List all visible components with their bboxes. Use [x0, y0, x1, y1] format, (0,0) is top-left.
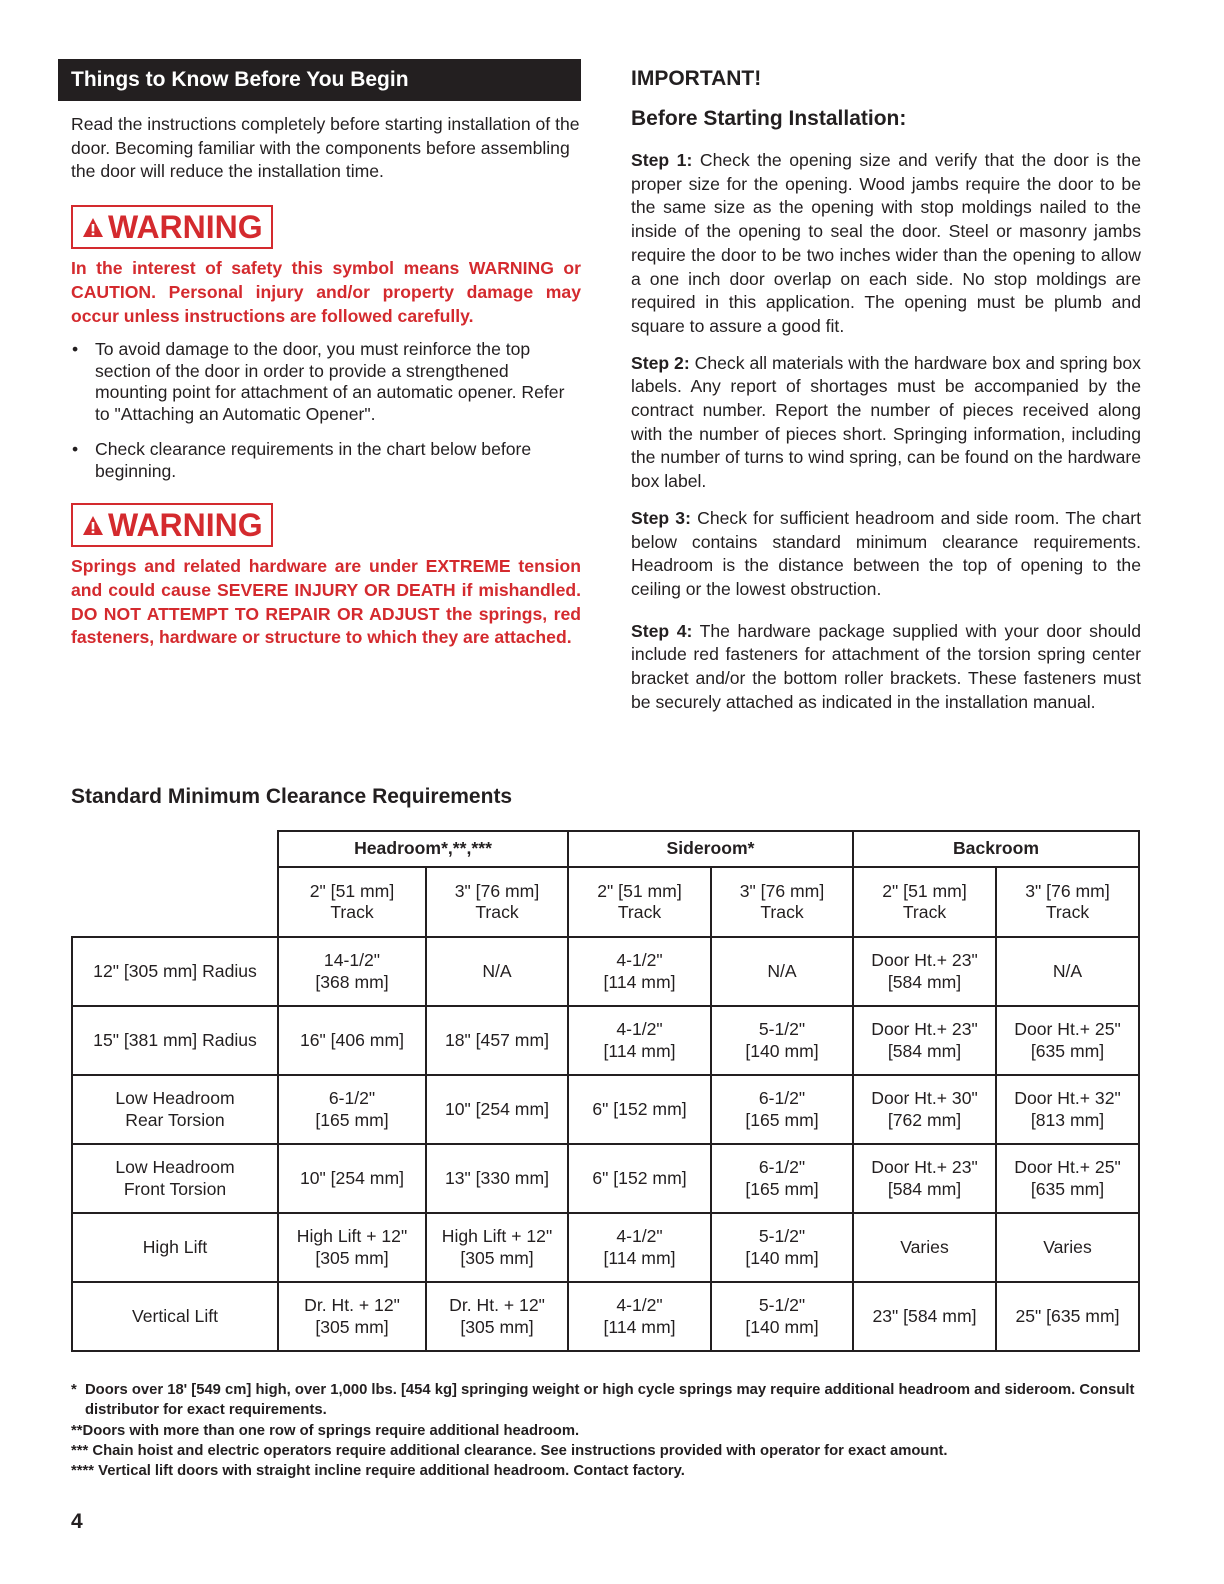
- table-subheader: 2" [51 mm] Track: [853, 867, 996, 937]
- table-subheader: 3" [76 mm] Track: [996, 867, 1139, 937]
- before-installation-heading: Before Starting Installation:: [631, 107, 907, 130]
- table-cell: 4-1/2" [114 mm]: [568, 1282, 711, 1351]
- footnote: [71, 1461, 1141, 1481]
- warning-triangle-icon: [82, 515, 104, 536]
- table-group-header: Backroom: [853, 831, 1139, 867]
- table-cell: High Lift + 12" [305 mm]: [278, 1213, 426, 1282]
- table-cell: 6-1/2" [165 mm]: [278, 1075, 426, 1144]
- table-cell: 6-1/2" [165 mm]: [711, 1075, 853, 1144]
- important-heading: IMPORTANT!: [631, 67, 762, 90]
- warning-2-text: Springs and related hardware are under EXTREME tension and could cause SEVERE INJURY OR DEATH if mishandled. DO NOT ATTEMPT TO REPAIR OR ADJUST the springs, red fasteners, hardware or structure to which they are attached.: [71, 556, 581, 648]
- footnote-mark: ***: [71, 1442, 93, 1459]
- table-cell: Door Ht.+ 30" [762 mm]: [853, 1075, 996, 1144]
- table-cell: Varies: [996, 1213, 1139, 1282]
- table-row: [72, 1075, 1139, 1144]
- table-cell: 4-1/2" [114 mm]: [568, 1006, 711, 1075]
- footnote-text: Doors over 18' [549 cm] high, over 1,000 lbs. [454 kg] springing weight or high cycle springs may require additional headroom and sideroom. Consult distributor for exact requirements.: [84, 1382, 1135, 1419]
- table-cell: Door Ht.+ 25" [635 mm]: [996, 1144, 1139, 1213]
- step-label: Step 4:: [631, 620, 693, 641]
- footnote-text: Chain hoist and electric operators require additional clearance. See instructions provided with operator for exact amount.: [92, 1442, 948, 1459]
- right-column: [631, 66, 1141, 714]
- bullet-list: [71, 339, 571, 482]
- step-3: [631, 507, 1141, 602]
- section-title-bar: Things to Know Before You Begin: [58, 59, 581, 101]
- list-item-text: Check clearance requirements in the chart below before beginning.: [95, 439, 532, 481]
- table-row-label: Low Headroom Rear Torsion: [72, 1075, 278, 1144]
- table-cell: 14-1/2" [368 mm]: [278, 937, 426, 1006]
- table-cell: Dr. Ht. + 12" [305 mm]: [426, 1282, 568, 1351]
- step-text: Check all materials with the hardware box and spring box labels. Any report of shortages must be accompanied by the contract number. Report the number of pieces received along with the number of pieces short. Springing information, including the number of turns to wind spring, can be found on the hardware box label.: [631, 352, 1141, 492]
- warning-label-1: [71, 205, 273, 249]
- table-cell: Door Ht.+ 23" [584 mm]: [853, 937, 996, 1006]
- table-cell: 4-1/2" [114 mm]: [568, 1213, 711, 1282]
- table-subheader: 3" [76 mm] Track: [711, 867, 853, 937]
- step-4: [631, 620, 1141, 715]
- table-cell: 5-1/2" [140 mm]: [711, 1006, 853, 1075]
- table-cell: Door Ht.+ 32" [813 mm]: [996, 1075, 1139, 1144]
- list-item: [71, 339, 571, 425]
- table-row-label: 15" [381 mm] Radius: [72, 1006, 278, 1075]
- table-cell: 25" [635 mm]: [996, 1282, 1139, 1351]
- warning-word: WARNING: [108, 209, 263, 246]
- step-text: The hardware package supplied with your door should include red fasteners for attachment of the torsion spring center bracket and/or the bottom roller brackets. These fasteners must be securely attached as indicated in the installation manual.: [631, 620, 1141, 712]
- page-number: 4: [71, 1510, 83, 1533]
- step-text: Check for sufficient headroom and side room. The chart below contains standard minimum clearance requirements. Headroom is the distance between the top of opening to the ceiling or the lowest obstruction.: [631, 507, 1141, 599]
- table-cell: 6" [152 mm]: [568, 1144, 711, 1213]
- table-cell: N/A: [996, 937, 1139, 1006]
- table-cell: Door Ht.+ 25" [635 mm]: [996, 1006, 1139, 1075]
- warning-word: WARNING: [108, 507, 263, 544]
- table-subheader: 2" [51 mm] Track: [568, 867, 711, 937]
- table-cell: 5-1/2" [140 mm]: [711, 1282, 853, 1351]
- table-cell: 18" [457 mm]: [426, 1006, 568, 1075]
- table-corner: [72, 867, 278, 937]
- table-cell: 16" [406 mm]: [278, 1006, 426, 1075]
- footnote: [71, 1421, 1141, 1441]
- table-subheader-row: [72, 867, 1139, 937]
- table-row: [72, 937, 1139, 1006]
- left-column: [58, 59, 581, 650]
- table-cell: 23" [584 mm]: [853, 1282, 996, 1351]
- step-label: Step 3:: [631, 507, 691, 528]
- table-cell: N/A: [426, 937, 568, 1006]
- footnote-text: Doors with more than one row of springs require additional headroom.: [82, 1422, 580, 1439]
- table-group-header-row: [72, 831, 1139, 867]
- table-row: [72, 1006, 1139, 1075]
- table-cell: Dr. Ht. + 12" [305 mm]: [278, 1282, 426, 1351]
- footnote: [71, 1380, 1141, 1421]
- warning-1-text: In the interest of safety this symbol means WARNING or CAUTION. Personal injury and/or property damage may occur unless instructions are followed carefully.: [71, 258, 581, 326]
- table-row: [72, 1282, 1139, 1351]
- table-row-label: Vertical Lift: [72, 1282, 278, 1351]
- table-corner: [72, 831, 278, 867]
- list-item: [71, 439, 571, 482]
- table-row-label: High Lift: [72, 1213, 278, 1282]
- clearance-table: [71, 830, 1140, 1352]
- footnote-mark: *: [71, 1382, 85, 1398]
- table-group-header: Sideroom*: [568, 831, 853, 867]
- table-cell: 10" [254 mm]: [278, 1144, 426, 1213]
- table-cell: N/A: [711, 937, 853, 1006]
- table-cell: 5-1/2" [140 mm]: [711, 1213, 853, 1282]
- table-cell: Door Ht.+ 23" [584 mm]: [853, 1144, 996, 1213]
- bullet-icon: •: [72, 339, 79, 360]
- table-cell: 10" [254 mm]: [426, 1075, 568, 1144]
- table-cell: 6-1/2" [165 mm]: [711, 1144, 853, 1213]
- table-cell: 13" [330 mm]: [426, 1144, 568, 1213]
- bullet-icon: •: [72, 439, 79, 460]
- step-label: Step 1:: [631, 150, 693, 170]
- table-cell: Door Ht.+ 23" [584 mm]: [853, 1006, 996, 1075]
- table-group-header: Headroom*,**,***: [278, 831, 568, 867]
- step-label: Step 2:: [631, 352, 690, 373]
- warning-label-2: [71, 503, 273, 547]
- table-row-label: Low Headroom Front Torsion: [72, 1144, 278, 1213]
- step-1: [631, 149, 1141, 339]
- table-row: [72, 1144, 1139, 1213]
- footnotes: [71, 1380, 1141, 1481]
- warning-triangle-icon: [82, 217, 104, 238]
- footnote: [71, 1441, 1141, 1461]
- footnote-mark: **: [71, 1422, 83, 1439]
- table-title: Standard Minimum Clearance Requirements: [71, 785, 513, 808]
- list-item-text: To avoid damage to the door, you must reinforce the top section of the door in order to provide a strengthened mounting point for attachment of an automatic opener. Refer to "Attaching an Automatic Opener".: [95, 339, 565, 424]
- table-row: [72, 1213, 1139, 1282]
- intro-paragraph: Read the instructions completely before starting installation of the door. Becoming familiar with the components before assembling the door will reduce the installation time.: [71, 114, 580, 182]
- step-text: Check the opening size and verify that the door is the proper size for the opening. Wood jambs require the door to be the same size as the opening with stop moldings nailed to the inside of the opening to seal the door. Steel or masonry jambs require the door to be two inches wider than the opening to allow a one inch door overlap on each side. No stop moldings are required in this application. The opening must be plumb and square to assure a good fit.: [631, 150, 1141, 336]
- table-row-label: 12" [305 mm] Radius: [72, 937, 278, 1006]
- table-cell: 6" [152 mm]: [568, 1075, 711, 1144]
- table-subheader: 2" [51 mm] Track: [278, 867, 426, 937]
- table-cell: High Lift + 12" [305 mm]: [426, 1213, 568, 1282]
- table-cell: 4-1/2" [114 mm]: [568, 937, 711, 1006]
- step-2: [631, 352, 1141, 494]
- footnote-text: Vertical lift doors with straight incline require additional headroom. Contact factory.: [98, 1463, 685, 1480]
- table-cell: Varies: [853, 1213, 996, 1282]
- table-subheader: 3" [76 mm] Track: [426, 867, 568, 937]
- footnote-mark: ****: [71, 1463, 99, 1480]
